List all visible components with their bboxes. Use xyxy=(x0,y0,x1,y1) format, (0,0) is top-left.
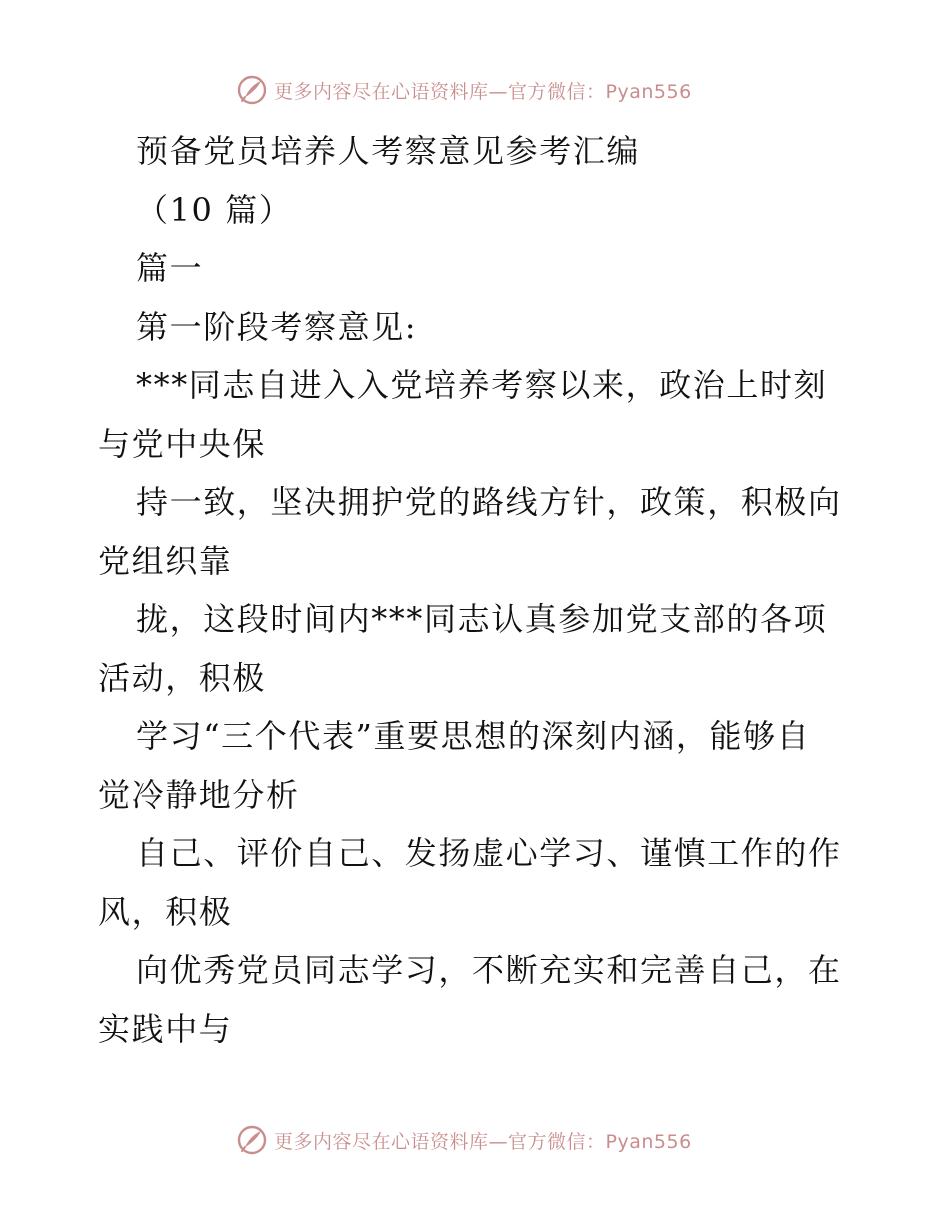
paragraph-line: 活动，积极 xyxy=(98,658,267,697)
paragraph-line: ***同志自进入入党培养考察以来，政治上时刻 xyxy=(136,366,828,404)
paragraph-line: 觉冷静地分析 xyxy=(98,775,300,814)
paragraph-line: 持一致，坚决拥护党的路线方针，政策，积极向 xyxy=(136,483,842,521)
document-body xyxy=(98,122,858,1058)
document-title: 预备党员培养人考察意见参考汇编 xyxy=(136,132,641,170)
paragraph-line: 党组织靠 xyxy=(98,541,233,580)
paragraph-line: 风，积极 xyxy=(98,892,233,931)
quill-pen-logo-icon xyxy=(236,74,268,106)
header-watermark xyxy=(236,72,692,108)
paragraph-line: 与党中央保 xyxy=(98,424,267,463)
paragraph-line: 向优秀党员同志学习，不断充实和完善自己，在 xyxy=(136,951,842,989)
section-heading: 篇一 xyxy=(136,249,204,287)
paragraph-line: 拢，这段时间内***同志认真参加党支部的各项 xyxy=(136,600,828,638)
quill-pen-logo-icon xyxy=(236,1124,268,1156)
footer-watermark xyxy=(236,1122,692,1158)
paragraph-line: 学习“三个代表”重要思想的深刻内涵，能够自 xyxy=(136,717,811,755)
document-subtitle: （10 篇） xyxy=(136,190,293,229)
stage-heading: 第一阶段考察意见: xyxy=(136,307,418,346)
paragraph-line: 自己、评价自己、发扬虚心学习、谨慎工作的作 xyxy=(136,834,842,872)
paragraph-line: 实践中与 xyxy=(98,1009,233,1048)
watermark-text: 更多内容尽在心语资料库—官方微信：Pyan556 xyxy=(274,80,692,103)
watermark-text: 更多内容尽在心语资料库—官方微信：Pyan556 xyxy=(274,1130,692,1153)
